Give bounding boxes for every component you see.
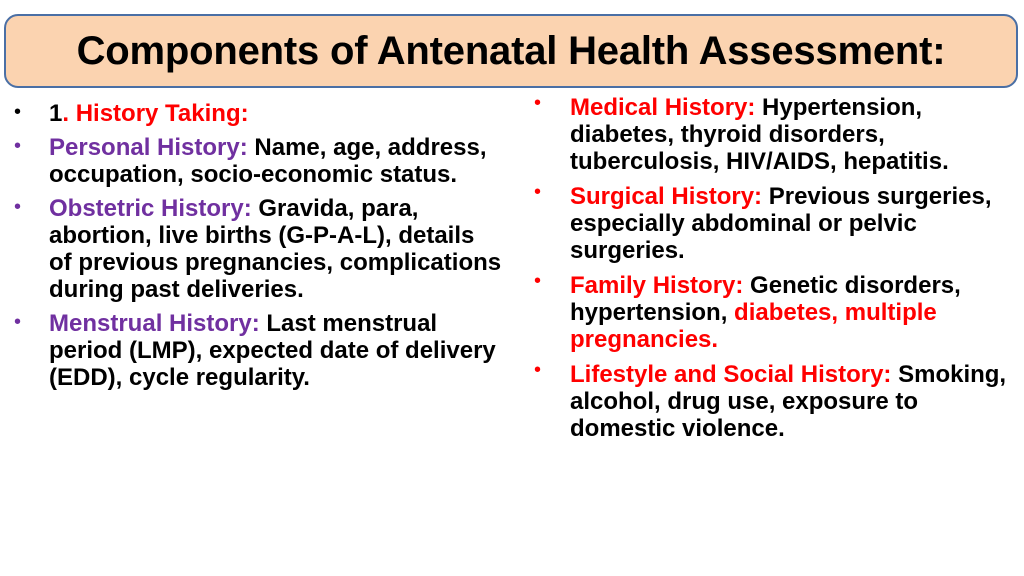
item-heading: Menstrual History:: [49, 310, 260, 337]
item-text: Hypertension, diabetes, thyroid disorders, tuberculosis, HIV/AIDS, hepatitis.: [570, 94, 949, 175]
list-item-surgical-history: [528, 183, 1018, 264]
item-text: Genetic disorders, hypertension,: [570, 272, 961, 326]
bullet-icon: •: [14, 101, 22, 123]
item-heading: Surgical History:: [570, 183, 763, 210]
right-column-list: [528, 94, 1018, 450]
bullet-icon: •: [534, 270, 542, 292]
left-column-list: [12, 100, 502, 398]
item-heading: Personal History:: [49, 134, 248, 161]
list-item-medical-history: [528, 94, 1018, 175]
item-text: Gravida, para, abortion, live births (G-P-A-L), details of previous pregnancies, complications during past deliveries.: [49, 195, 502, 303]
item-heading: . History Taking:: [62, 100, 249, 127]
list-item-menstrual-history: [12, 310, 502, 391]
item-heading: Medical History:: [570, 94, 756, 121]
item-heading: Family History:: [570, 272, 744, 299]
item-heading: Lifestyle and Social History:: [570, 361, 892, 388]
list-item-history-taking: [12, 100, 502, 127]
slide-title: Components of Antenatal Health Assessment:: [76, 28, 946, 73]
title-banner: [4, 14, 1018, 88]
list-item-lifestyle-social-history: [528, 361, 1018, 442]
bullet-icon: •: [14, 135, 22, 157]
bullet-icon: •: [534, 359, 542, 381]
bullet-icon: •: [534, 181, 542, 203]
item-text: Previous surgeries, especially abdominal or pelvic surgeries.: [570, 183, 992, 264]
list-item-personal-history: [12, 134, 502, 188]
item-text: Last menstrual period (LMP), expected date of delivery (EDD), cycle regularity.: [49, 310, 496, 391]
item-number: 1: [49, 100, 63, 127]
bullet-icon: •: [534, 92, 542, 114]
list-item-obstetric-history: [12, 195, 502, 303]
item-heading: Obstetric History:: [49, 195, 252, 222]
bullet-icon: •: [14, 196, 22, 218]
bullet-icon: •: [14, 311, 22, 333]
item-text: Smoking, alcohol, drug use, exposure to domestic violence.: [570, 361, 1007, 442]
list-item-family-history: [528, 272, 1018, 353]
item-text-highlight: diabetes, multiple pregnancies.: [570, 299, 937, 353]
item-text: Name, age, address, occupation, socio-economic status.: [49, 134, 487, 188]
